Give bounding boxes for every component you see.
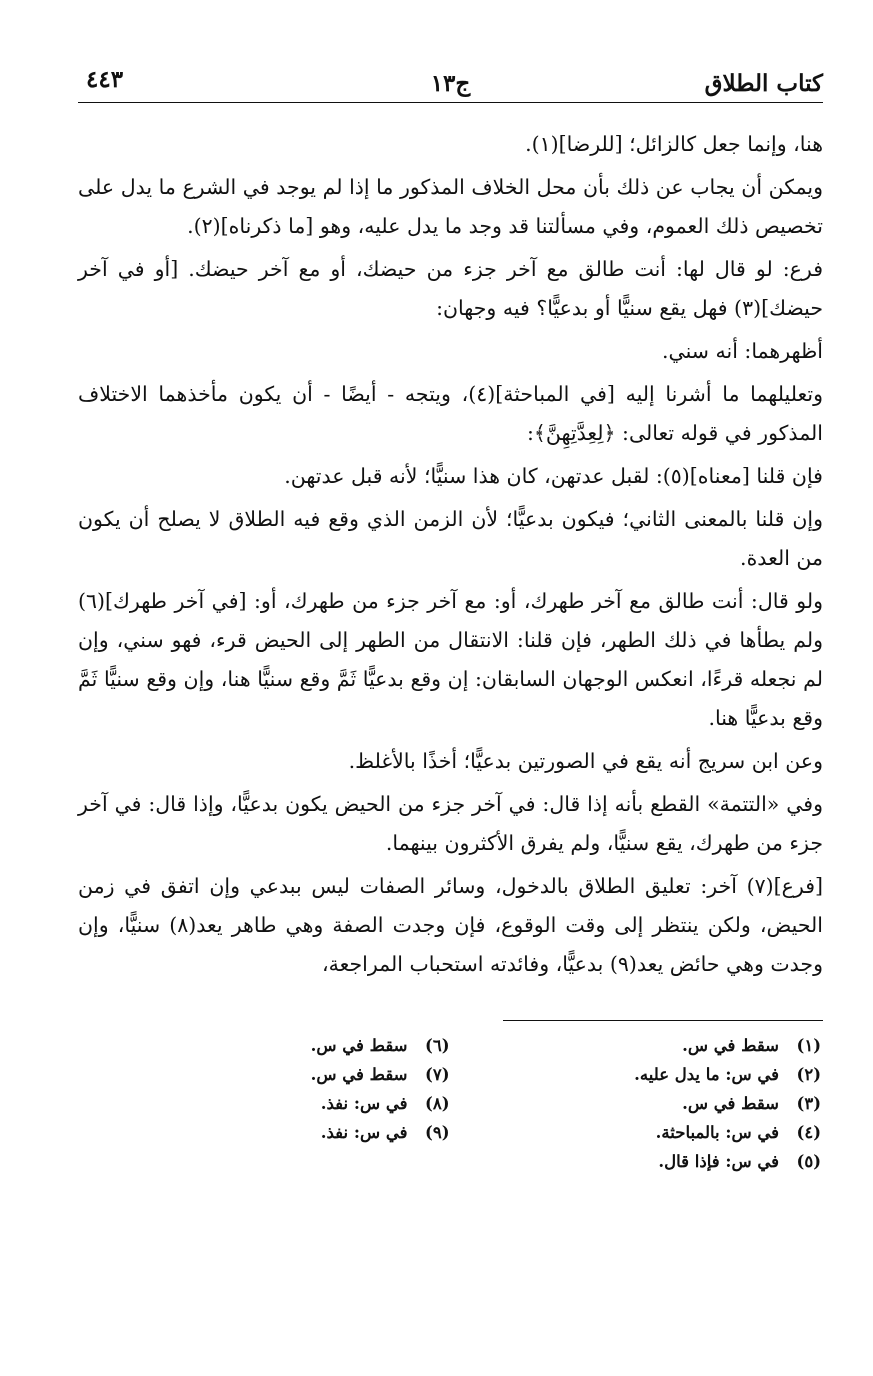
footnote bbox=[78, 1118, 450, 1147]
paragraph: هنا، وإنما جعل كالزائل؛ [للرضا](١). bbox=[525, 132, 823, 156]
footnote-text: في س: نفذ. bbox=[320, 1123, 408, 1142]
footnote-text: سقط في س. bbox=[682, 1094, 779, 1113]
footnote-number: (٧) bbox=[425, 1065, 450, 1084]
footnote bbox=[450, 1147, 822, 1176]
footnote-separator bbox=[503, 1020, 823, 1021]
footnote-number: (٦) bbox=[425, 1036, 450, 1055]
paragraph: وفي «التتمة» القطع بأنه إذا قال: في آخر جزء من الحيض يكون بدعيًّا، وإذا قال: في آخر جزء من طهرك، يقع سنيًّا، ولم يفرق الأكثرون بينهما. bbox=[78, 792, 823, 855]
book-page bbox=[78, 58, 823, 1176]
running-header bbox=[78, 58, 823, 102]
footnotes bbox=[78, 1031, 823, 1176]
footnote-number: (٩) bbox=[425, 1123, 450, 1142]
footnote-number: (٨) bbox=[425, 1094, 450, 1113]
book-title: كتاب الطلاق bbox=[704, 70, 823, 97]
paragraph: أظهرهما: أنه سني. bbox=[662, 339, 823, 363]
main-text bbox=[78, 125, 823, 984]
volume-number: ج١٣ bbox=[430, 70, 471, 97]
paragraph: وعن ابن سريج أنه يقع في الصورتين بدعيًّا؛ أخذًا بالأغلظ. bbox=[348, 749, 823, 773]
paragraph: وتعليلهما ما أشرنا إليه [في المباحثة](٤)، ويتجه - أيضًا - أن يكون مأخذهما الاختلاف المذكور في قوله تعالى: ﴿لِعِدَّتِهِنَّ﴾: bbox=[78, 382, 823, 445]
footnote bbox=[78, 1089, 450, 1118]
footnote-text: في س: فإذا قال. bbox=[658, 1152, 779, 1171]
footnote-number: (٥) bbox=[796, 1152, 821, 1171]
footnote-number: (٤) bbox=[796, 1123, 821, 1142]
paragraph: وإن قلنا بالمعنى الثاني؛ فيكون بدعيًّا؛ لأن الزمن الذي وقع فيه الطلاق لا يصلح أن يكون من العدة. bbox=[78, 507, 823, 570]
paragraph: [فرع](٧) آخر: تعليق الطلاق بالدخول، وسائر الصفات ليس ببدعي وإن اتفق في زمن الحيض، ولكن ينتظر إلى وقت الوقوع، فإن وجدت الصفة وهي طاهر يعد(٨) سنيًّا، وإن وجدت وهي حائض يعد(٩) بدعيًّا، وفائدته استحباب المراجعة، bbox=[78, 874, 824, 976]
footnote-text: في س: بالمباحثة. bbox=[655, 1123, 779, 1142]
paragraph: ولو قال: أنت طالق مع آخر طهرك، أو: مع آخر جزء من طهرك، أو: [في آخر طهرك](٦) ولم يطأها في ذلك الطهر، فإن قلنا: الانتقال من الطهر إلى الحيض قرء، فهو سني، وإن لم نجعله قرءًا، انعكس الوجهان السابقان: إن وقع بدعيًّا ثَمَّ وقع سنيًّا هنا، وإن وقع سنيًّا ثَمَّ وقع بدعيًّا هنا. bbox=[78, 589, 823, 730]
footnote bbox=[450, 1089, 822, 1118]
page-number: ٤٤٣ bbox=[86, 66, 124, 93]
footnote bbox=[78, 1031, 450, 1060]
header-rule bbox=[78, 102, 823, 103]
footnote-text: سقط في س. bbox=[682, 1036, 779, 1055]
footnote-number: (٣) bbox=[796, 1094, 821, 1113]
footnote-number: (٢) bbox=[796, 1065, 821, 1084]
footnote-text: سقط في س. bbox=[310, 1036, 408, 1055]
footnote bbox=[450, 1118, 822, 1147]
paragraph: فرع: لو قال لها: أنت طالق مع آخر جزء من حيضك، أو مع آخر حيضك. [أو في آخر حيضك](٣) فهل يقع سنيًّا أو بدعيًّا؟ فيه وجهان: bbox=[78, 257, 823, 320]
footnotes-left-column bbox=[78, 1031, 450, 1176]
paragraph: فإن قلنا [معناه](٥): لقبل عدتهن، كان هذا سنيًّا؛ لأنه قبل عدتهن. bbox=[284, 464, 823, 488]
footnote bbox=[450, 1060, 822, 1089]
footnotes-right-column bbox=[450, 1031, 822, 1176]
footnote bbox=[450, 1031, 822, 1060]
footnote-text: في س: ما يدل عليه. bbox=[634, 1065, 779, 1084]
footnote bbox=[78, 1060, 450, 1089]
footnote-number: (١) bbox=[796, 1036, 821, 1055]
paragraph: ويمكن أن يجاب عن ذلك بأن محل الخلاف المذكور ما إذا لم يوجد في الشرع ما يدل على تخصيص ذلك العموم، وفي مسألتنا قد وجد ما يدل عليه، وهو [ما ذكرناه](٢). bbox=[78, 175, 823, 238]
footnote-text: سقط في س. bbox=[310, 1065, 408, 1084]
footnote-text: في س: نفذ. bbox=[320, 1094, 408, 1113]
